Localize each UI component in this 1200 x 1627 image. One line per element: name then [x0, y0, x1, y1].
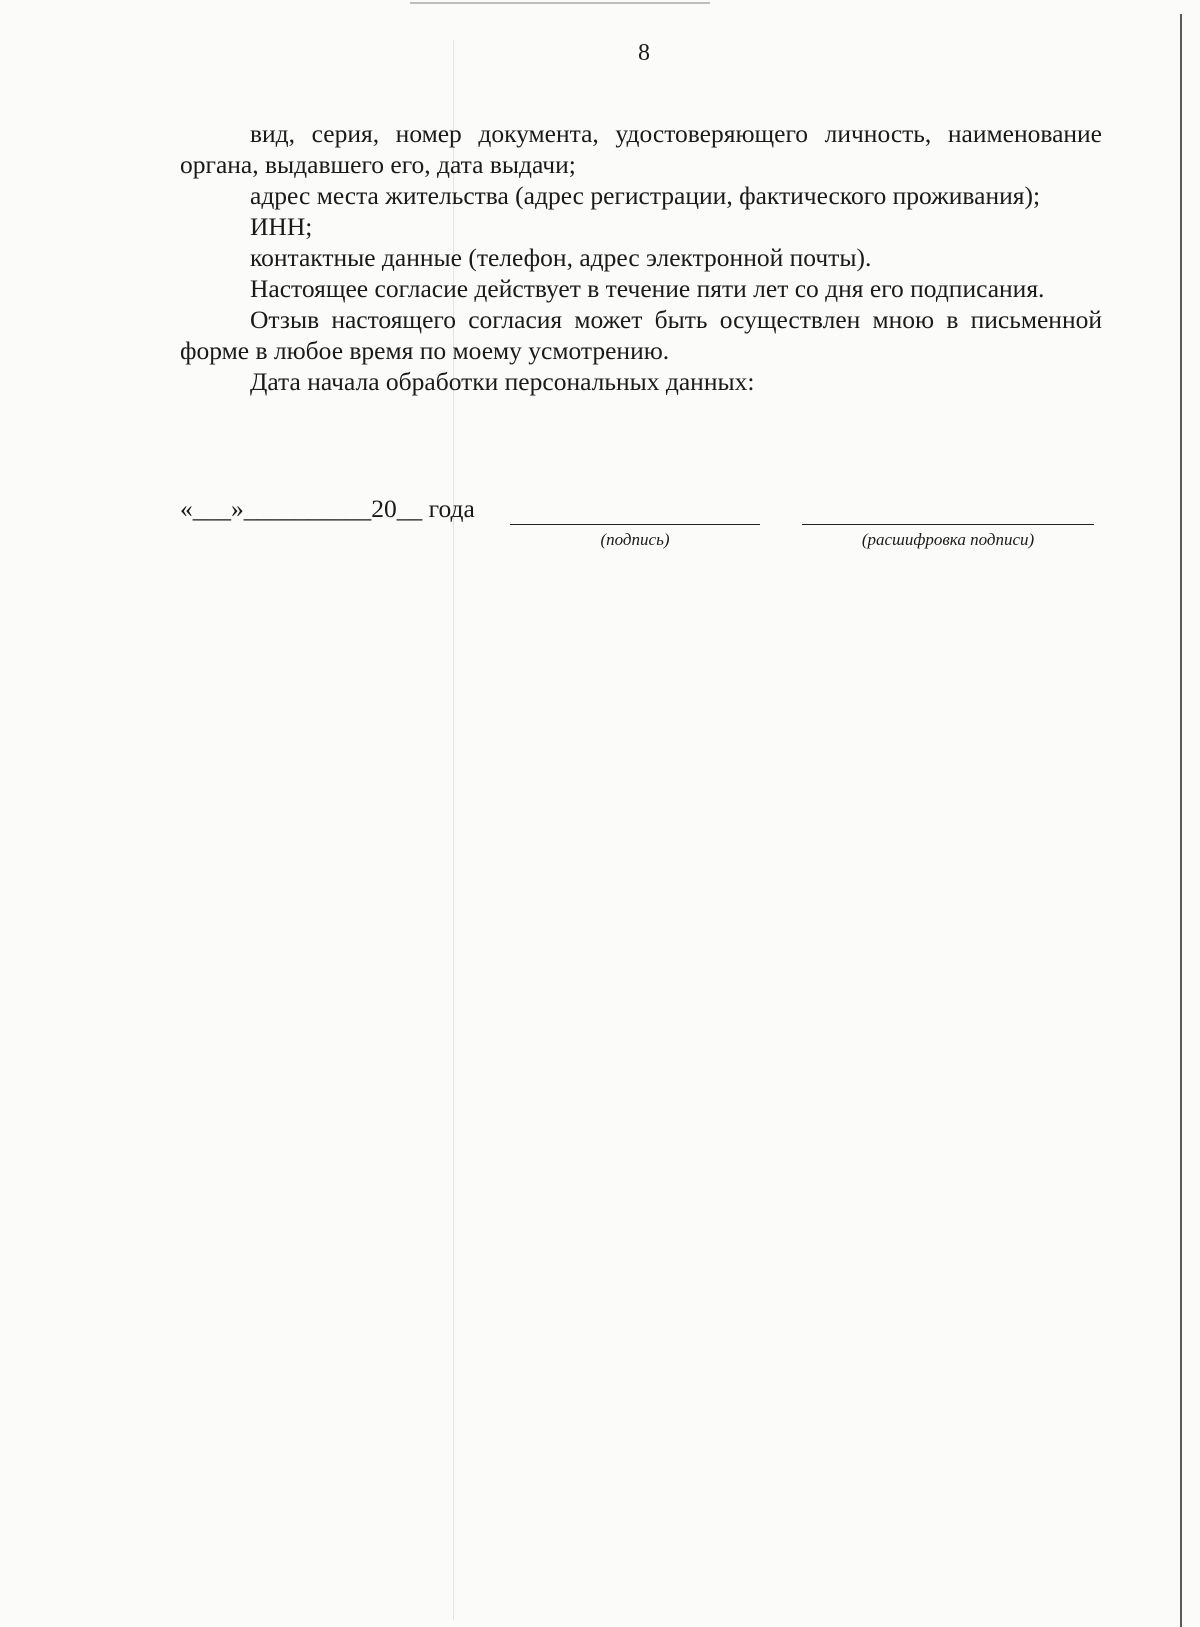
paragraph-start-date: Дата начала обработки персональных данных:: [250, 367, 755, 396]
consent-body: [180, 118, 1102, 397]
paragraph-revocation: Отзыв настоящего согласия может быть осуществлен мною в письменной форме в любое время по моему усмотрению.: [180, 305, 1102, 365]
paragraph-address: адрес места жительства (адрес регистрации, фактического проживания);: [250, 181, 1041, 210]
scan-edge-right: [1180, 14, 1182, 1627]
paragraph-contacts: контактные данные (телефон, адрес электронной почты).: [250, 243, 872, 272]
page-number: 8: [638, 40, 650, 66]
paragraph-inn: ИНН;: [250, 212, 313, 241]
date-field[interactable]: «___»__________20__ года: [180, 494, 475, 523]
signature-block: [180, 494, 1100, 554]
scan-edge-top: [410, 2, 710, 4]
signature-line[interactable]: [510, 524, 760, 525]
signature-decoding-line[interactable]: [802, 524, 1094, 525]
signature-decoding-caption: (расшифровка подписи): [861, 530, 1035, 549]
paragraph-document-details: вид, серия, номер документа, удостоверяющего личность, наименование органа, выдавшего его, дата выдачи;: [180, 119, 1102, 179]
signature-caption: (подпись): [600, 530, 670, 549]
paragraph-validity: Настоящее согласие действует в течение пяти лет со дня его подписания.: [250, 274, 1045, 303]
